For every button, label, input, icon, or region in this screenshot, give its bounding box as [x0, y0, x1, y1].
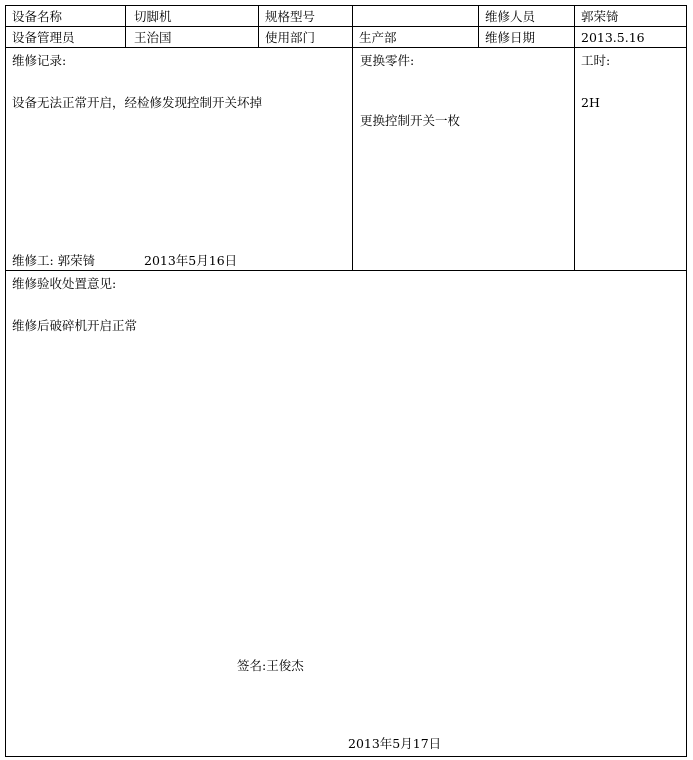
repair-date-value: 2013.5.16	[581, 30, 645, 45]
spec-label: 规格型号	[265, 9, 316, 24]
acceptance-date: 2013年5月17日	[348, 736, 442, 751]
equipment-name-label: 设备名称	[12, 9, 63, 24]
work-hours-label: 工时:	[581, 53, 611, 68]
equipment-name-value-cell	[125, 5, 259, 27]
repairer-label-cell	[478, 5, 575, 27]
acceptance-signature: 签名:王俊杰	[237, 658, 304, 673]
dept-value-cell	[352, 26, 479, 48]
repair-date-label-cell	[478, 26, 575, 48]
repair-record-label: 维修记录:	[12, 53, 67, 68]
repair-date-label: 维修日期	[485, 30, 536, 45]
acceptance-cell	[5, 270, 687, 757]
spec-label-cell	[258, 5, 353, 27]
spec-value-cell	[352, 5, 479, 27]
manager-label-cell	[5, 26, 126, 48]
repairer-value-cell	[574, 5, 687, 27]
repair-worker-date: 2013年5月16日	[144, 253, 238, 268]
replaced-parts-label: 更换零件:	[360, 53, 415, 68]
dept-label: 使用部门	[265, 30, 316, 45]
equipment-name-value: 切脚机	[134, 9, 172, 24]
dept-label-cell	[258, 26, 353, 48]
dept-value: 生产部	[359, 30, 397, 45]
repair-record-content: 设备无法正常开启，经检修发现控制开关坏掉	[12, 95, 263, 110]
manager-value-cell	[125, 26, 259, 48]
manager-value: 王治国	[134, 30, 172, 45]
repair-record-form	[5, 5, 687, 757]
repair-date-value-cell	[574, 26, 687, 48]
repairer-value: 郭荣锜	[581, 9, 619, 24]
acceptance-content: 维修后破碎机开启正常	[12, 318, 138, 333]
repair-worker-label: 维修工: 郭荣锜	[12, 253, 96, 268]
replaced-parts-cell	[352, 47, 575, 271]
repairer-label: 维修人员	[485, 9, 536, 24]
repair-record-cell	[5, 47, 353, 271]
manager-label: 设备管理员	[12, 30, 75, 45]
acceptance-label: 维修验收处置意见:	[12, 276, 117, 291]
equipment-name-label-cell	[5, 5, 126, 27]
work-hours-value: 2H	[581, 95, 600, 110]
replaced-parts-content: 更换控制开关一枚	[360, 113, 461, 128]
work-hours-cell	[574, 47, 687, 271]
